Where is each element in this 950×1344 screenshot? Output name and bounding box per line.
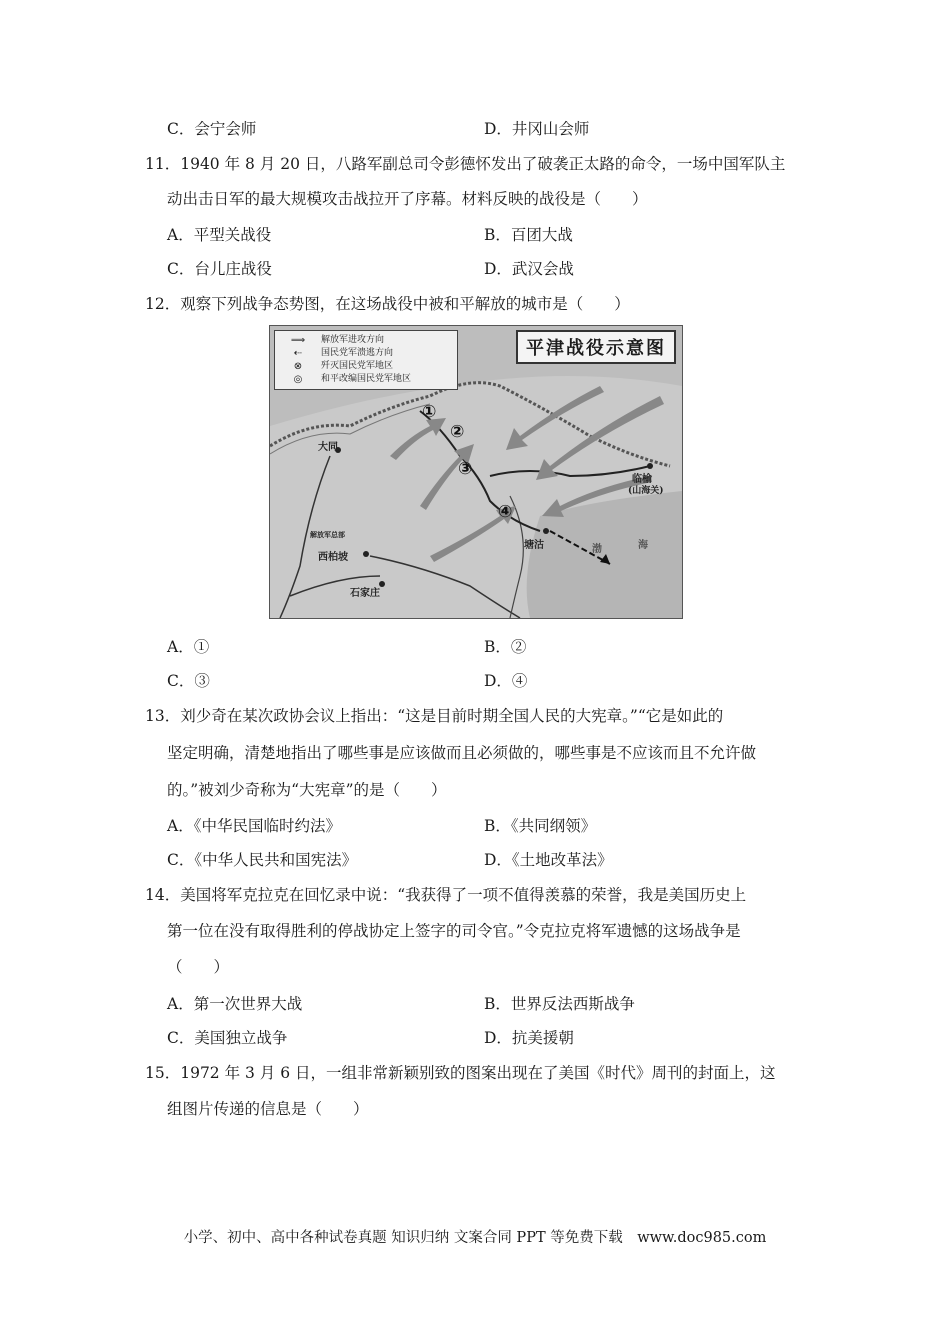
q13-option-d: D．《土地改革法》 bbox=[484, 851, 613, 869]
page-footer: 小学、初中、高中各种试卷真题 知识归纳 文案合同 PPT 等免费下载 www.doc985.com bbox=[183, 1230, 767, 1246]
q13-stem-line3: 的。”被刘少奇称为“大宪章”的是（ ） bbox=[167, 781, 447, 799]
q14-stem-line1: 14．美国将军克拉克在回忆录中说：“我获得了一项不值得羡慕的荣誉，我是美国历史上 bbox=[145, 886, 747, 904]
map-title: 平津战役示意图 bbox=[516, 330, 676, 364]
legend-label: 解放军进攻方向 bbox=[321, 335, 385, 345]
place-shijiazhuang: 石家庄 bbox=[350, 588, 380, 599]
q15-stem-line2: 组图片传递的信息是（ ） bbox=[167, 1100, 369, 1118]
q13-option-a: A．《中华民国临时约法》 bbox=[167, 817, 341, 835]
legend-item-peaceful bbox=[281, 373, 451, 386]
marker-2: ② bbox=[450, 422, 465, 442]
legend-label: 国民党军溃逃方向 bbox=[321, 348, 394, 358]
place-xibaipo-hq: 解放军总部 bbox=[310, 530, 345, 539]
q14-stem-line3: （ ） bbox=[167, 958, 230, 976]
q11-option-d: D．武汉会战 bbox=[484, 260, 574, 278]
place-bohai-1: 渤 bbox=[592, 544, 602, 555]
q12-option-c: C．③ bbox=[167, 672, 210, 690]
map-legend bbox=[274, 330, 458, 390]
retreat-arrow-icon: ⇠ bbox=[293, 348, 303, 359]
q11-stem-line2: 动出击日军的最大规模攻击战拉开了序幕。材料反映的战役是（ ） bbox=[167, 190, 648, 208]
marker-4: ④ bbox=[498, 502, 513, 522]
q11-option-b: B．百团大战 bbox=[484, 226, 573, 244]
crossed-circle-icon: ⊗ bbox=[293, 361, 303, 372]
legend-item-attack bbox=[281, 334, 451, 347]
place-bohai-2: 海 bbox=[638, 540, 648, 551]
place-xibaipo: 西柏坡 bbox=[318, 552, 348, 563]
legend-item-retreat bbox=[281, 347, 451, 360]
pingjin-campaign-map bbox=[269, 325, 683, 619]
q15-stem-line1: 15．1972 年 3 月 6 日，一组非常新颖别致的图案出现在了美国《时代》周刊的封面上，这 bbox=[145, 1064, 776, 1082]
q13-stem-line1: 13．刘少奇在某次政协会议上指出：“这是目前时期全国人民的大宪章。”“它是如此的 bbox=[145, 707, 724, 725]
attack-arrow-icon: ⟹ bbox=[290, 335, 306, 346]
q13-option-b: B．《共同纲领》 bbox=[484, 817, 597, 835]
q13-option-c: C．《中华人民共和国宪法》 bbox=[167, 851, 358, 869]
marker-3: ③ bbox=[458, 459, 473, 479]
legend-label: 和平改编国民党军地区 bbox=[321, 374, 412, 384]
place-tanggu: 塘沽 bbox=[524, 540, 544, 551]
q10-option-c: C．会宁会师 bbox=[167, 120, 257, 138]
q12-option-b: B．② bbox=[484, 638, 527, 656]
q14-option-b: B．世界反法西斯战争 bbox=[484, 995, 635, 1013]
q10-option-d: D．井冈山会师 bbox=[484, 120, 590, 138]
place-shanhaiguan: (山海关) bbox=[628, 486, 664, 496]
q14-option-c: C．美国独立战争 bbox=[167, 1029, 288, 1047]
place-datong: 大同 bbox=[318, 442, 338, 453]
q14-option-d: D．抗美援朝 bbox=[484, 1029, 574, 1047]
legend-item-annihilated bbox=[281, 360, 451, 373]
q12-option-d: D．④ bbox=[484, 672, 528, 690]
q11-option-a: A．平型关战役 bbox=[167, 226, 272, 244]
double-circle-icon: ◎ bbox=[293, 374, 303, 385]
q14-option-a: A．第一次世界大战 bbox=[167, 995, 303, 1013]
q13-stem-line2: 坚定明确，清楚地指出了哪些事是应该做而且必须做的，哪些事是不应该而且不允许做 bbox=[167, 744, 757, 762]
q11-option-c: C．台儿庄战役 bbox=[167, 260, 272, 278]
q11-stem-line1: 11．1940 年 8 月 20 日，八路军副总司令彭德怀发出了破袭正太路的命令，一场中国军队主 bbox=[145, 155, 786, 173]
q12-stem: 12．观察下列战争态势图，在这场战役中被和平解放的城市是（ ） bbox=[145, 295, 630, 313]
place-linyu: 临榆 bbox=[632, 474, 652, 485]
q12-option-a: A．① bbox=[167, 638, 210, 656]
marker-1: ① bbox=[422, 402, 437, 422]
legend-label: 歼灭国民党军地区 bbox=[321, 361, 394, 371]
q14-stem-line2: 第一位在没有取得胜利的停战协定上签字的司令官。”令克拉克将军遗憾的这场战争是 bbox=[167, 922, 741, 940]
